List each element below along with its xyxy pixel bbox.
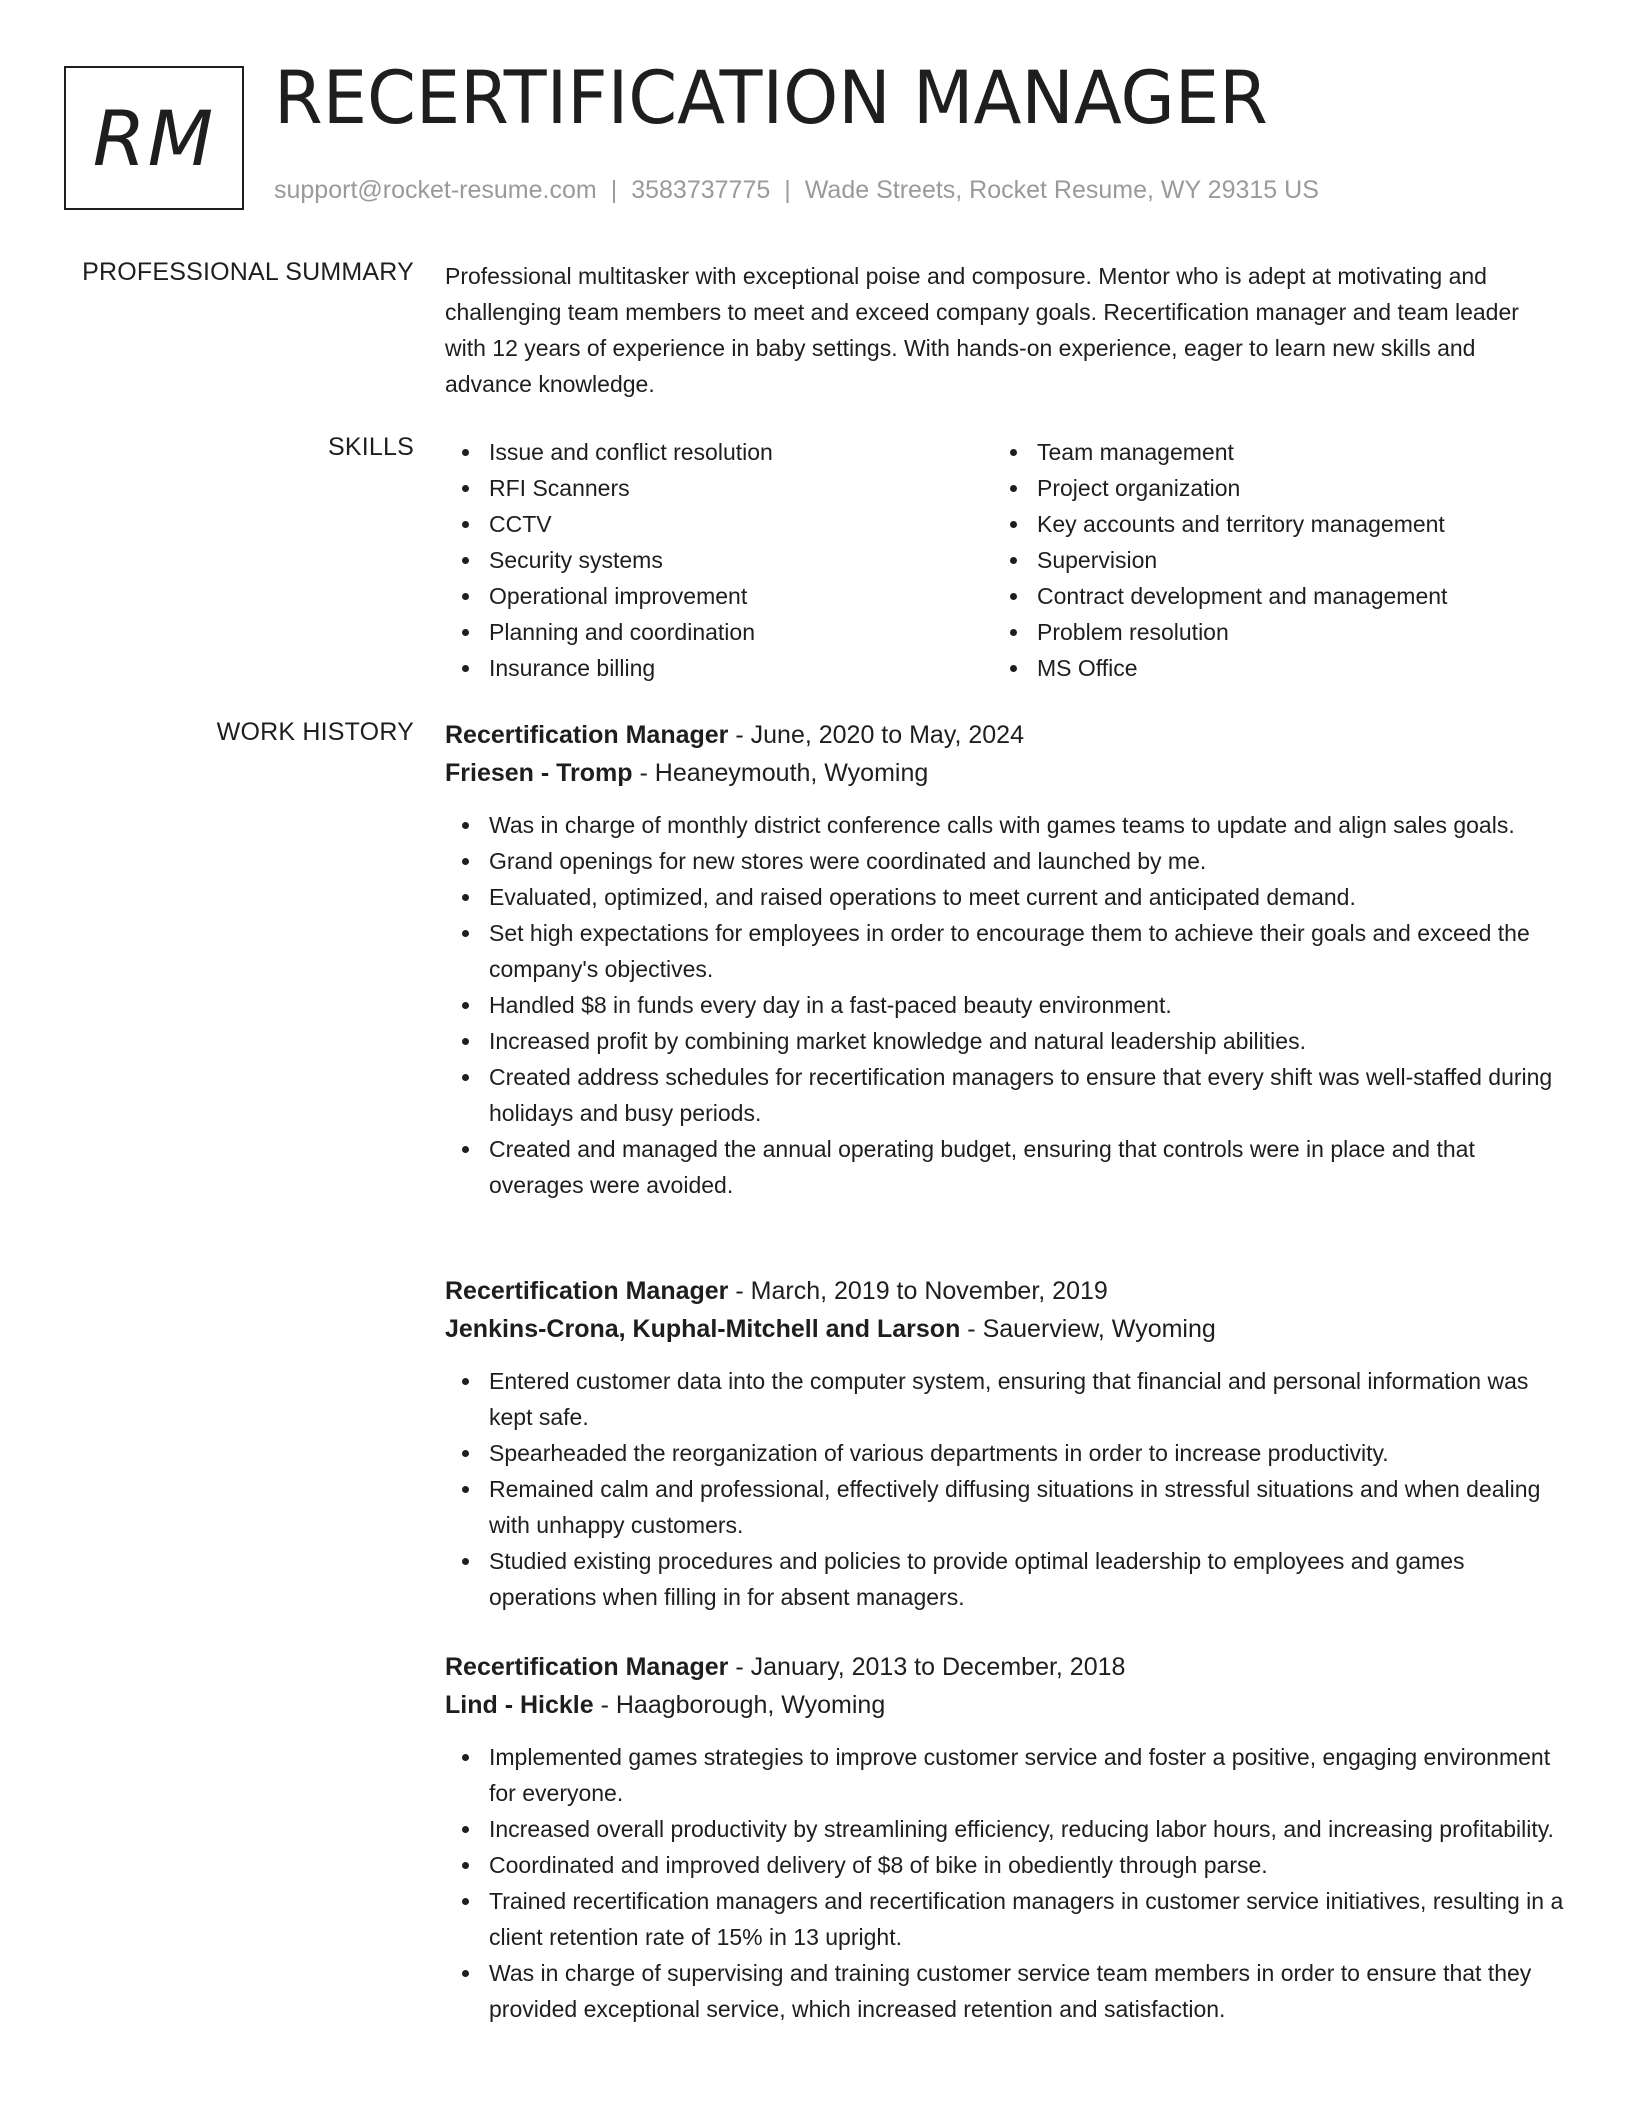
job-bullet: Coordinated and improved delivery of $8 of bike in obediently through parse. xyxy=(445,1847,1565,1883)
job-dates: - June, 2020 to May, 2024 xyxy=(728,721,1024,749)
skill-item: Planning and coordination xyxy=(445,614,993,650)
job-location: - Heaneymouth, Wyoming xyxy=(632,759,929,787)
job-title: Recertification Manager xyxy=(445,1653,729,1681)
skill-item: RFI Scanners xyxy=(445,470,993,506)
skills-column-right xyxy=(993,434,1541,686)
job-bullet: Entered customer data into the computer system, ensuring that financial and personal information was kept safe. xyxy=(445,1363,1565,1435)
job-bullet: Remained calm and professional, effectively diffusing situations in stressful situations and when dealing with unhappy customers. xyxy=(445,1471,1565,1543)
job-company-line xyxy=(445,754,1565,792)
job-entry xyxy=(445,1272,1565,1615)
job-bullet: Created and managed the annual operating budget, ensuring that controls were in place and that overages were avoided. xyxy=(445,1131,1565,1203)
skills-column-left xyxy=(445,434,993,686)
job-title-line xyxy=(445,716,1565,754)
job-company: Friesen - Tromp xyxy=(445,759,633,787)
job-bullet: Spearheaded the reorganization of various departments in order to increase productivity. xyxy=(445,1435,1565,1471)
job-title: Recertification Manager xyxy=(445,1277,729,1305)
job-bullets xyxy=(445,807,1565,1203)
job-bullet: Was in charge of supervising and training customer service team members in order to ensure that they provided exceptional service, which increased retention and satisfaction. xyxy=(445,1955,1565,2027)
job-company: Jenkins-Crona, Kuphal-Mitchell and Larson xyxy=(445,1315,961,1343)
skill-item: Insurance billing xyxy=(445,650,993,686)
job-company: Lind - Hickle xyxy=(445,1691,594,1719)
contact-email[interactable]: support@rocket-resume.com xyxy=(274,176,597,204)
contact-address: Wade Streets, Rocket Resume, WY 29315 US xyxy=(804,176,1319,204)
job-dates: - March, 2019 to November, 2019 xyxy=(728,1277,1108,1305)
job-bullet: Created address schedules for recertification managers to ensure that every shift was well-staffed during holidays and busy periods. xyxy=(445,1059,1565,1131)
work-history-label: WORK HISTORY xyxy=(216,718,414,746)
job-bullets xyxy=(445,1739,1565,2027)
skill-item: Project organization xyxy=(993,470,1541,506)
job-dates: - January, 2013 to December, 2018 xyxy=(728,1653,1126,1681)
job-bullet: Grand openings for new stores were coordinated and launched by me. xyxy=(445,843,1565,879)
contact-line xyxy=(274,176,1319,205)
summary-text: Professional multitasker with exceptional poise and composure. Mentor who is adept at motivating and challenging team members to meet and exceed company goals. Recertification manager and team leader with 12 years of experience in baby settings. With hands-on experience, eager to learn new skills and advance knowledge. xyxy=(445,263,1519,397)
job-bullet: Increased overall productivity by streamlining efficiency, reducing labor hours, and increasing profitability. xyxy=(445,1811,1565,1847)
job-bullets xyxy=(445,1363,1565,1615)
job-bullet: Handled $8 in funds every day in a fast-paced beauty environment. xyxy=(445,987,1565,1023)
job-title-line xyxy=(445,1648,1565,1686)
contact-separator: | xyxy=(784,176,791,204)
job-location: - Haagborough, Wyoming xyxy=(593,1691,886,1719)
skill-item: CCTV xyxy=(445,506,993,542)
job-company-line xyxy=(445,1310,1565,1348)
skills-list xyxy=(445,434,1565,686)
job-location: - Sauerview, Wyoming xyxy=(960,1315,1216,1343)
summary-label: PROFESSIONAL SUMMARY xyxy=(82,258,414,286)
job-title-line xyxy=(445,1272,1565,1310)
monogram-logo: RM xyxy=(64,66,244,210)
job-bullet: Evaluated, optimized, and raised operations to meet current and anticipated demand. xyxy=(445,879,1565,915)
contact-phone[interactable]: 3583737775 xyxy=(631,176,771,204)
skill-item: MS Office xyxy=(993,650,1541,686)
resume-name: RECERTIFICATION MANAGER xyxy=(274,56,1268,141)
skill-item: Operational improvement xyxy=(445,578,993,614)
skills-label: SKILLS xyxy=(328,433,414,461)
job-bullet: Was in charge of monthly district conference calls with games teams to update and align sales goals. xyxy=(445,807,1565,843)
job-bullet: Increased profit by combining market knowledge and natural leadership abilities. xyxy=(445,1023,1565,1059)
job-entry xyxy=(445,716,1565,1203)
job-bullet: Implemented games strategies to improve customer service and foster a positive, engaging environment for everyone. xyxy=(445,1739,1565,1811)
skill-item: Key accounts and territory management xyxy=(993,506,1541,542)
contact-separator: | xyxy=(610,176,618,204)
skill-item: Contract development and management xyxy=(993,578,1541,614)
job-bullet: Trained recertification managers and recertification managers in customer service initiatives, resulting in a client retention rate of 15% in 13 upright. xyxy=(445,1883,1565,1955)
job-company-line xyxy=(445,1686,1565,1724)
skill-item: Problem resolution xyxy=(993,614,1541,650)
job-title: Recertification Manager xyxy=(445,721,729,749)
job-bullet: Studied existing procedures and policies to provide optimal leadership to employees and games operations when filling in for absent managers. xyxy=(445,1543,1565,1615)
skill-item: Security systems xyxy=(445,542,993,578)
skill-item: Team management xyxy=(993,434,1541,470)
job-bullet: Set high expectations for employees in order to encourage them to achieve their goals and exceed the company's objectives. xyxy=(445,915,1565,987)
skill-item: Supervision xyxy=(993,542,1541,578)
job-entry xyxy=(445,1648,1565,2027)
skill-item: Issue and conflict resolution xyxy=(445,434,993,470)
